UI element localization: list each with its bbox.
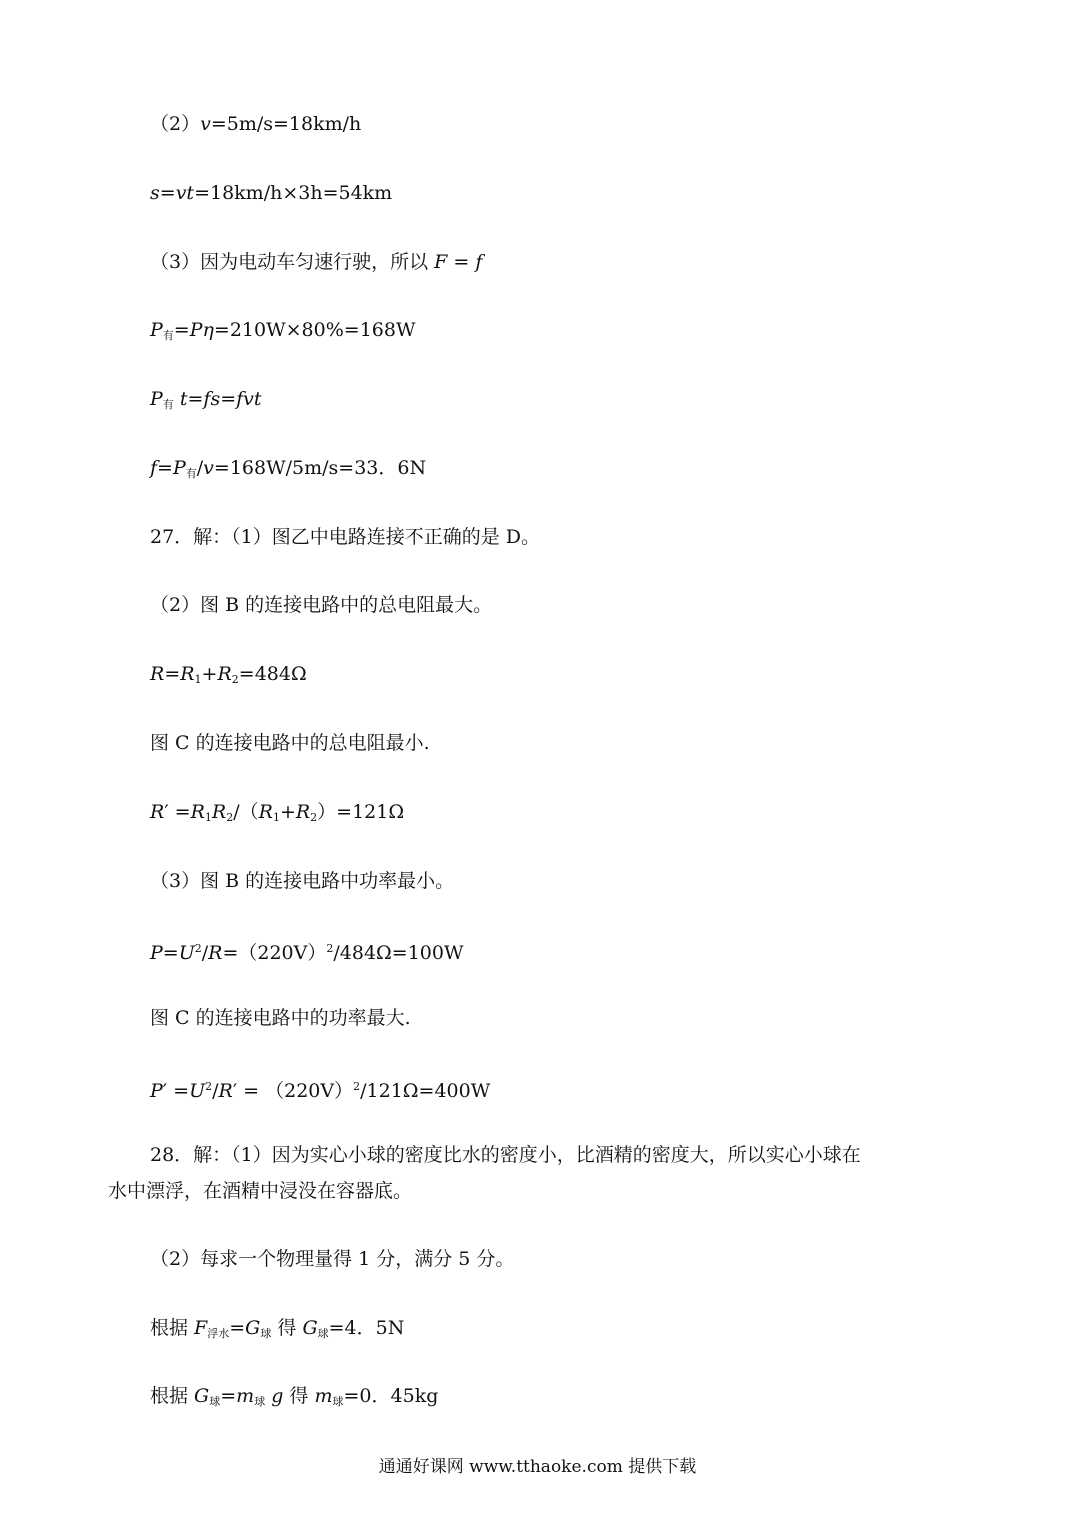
line-q27-2: （2）图 B 的连接电路中的总电阻最大。 <box>150 594 493 616</box>
line-friction: $f=P_有/v=168W/5m/s=33$．6N <box>150 457 427 480</box>
line-q28-1b: 水中漂浮，在酒精中浸没在容器底。 <box>108 1180 413 1202</box>
line-q27-1: 27．解：（1）图乙中电路连接不正确的是 D。 <box>150 526 541 548</box>
line-useful-power: $P_有=P\eta=210W\times 80\%=168W$ <box>150 319 416 342</box>
line-uniform-motion: （3）因为电动车匀速行驶，所以 F = f <box>150 251 483 273</box>
line-distance: s=vt=18km/h×3h=54km <box>150 182 393 204</box>
line-min-resistance: 图 C 的连接电路中的总电阻最小. <box>150 732 430 754</box>
line-q27-3: （3）图 B 的连接电路中功率最小。 <box>150 870 455 892</box>
line-buoyancy: 根据 $F_{浮水}=G_球$ 得 $G_球=4$．5N <box>150 1317 405 1340</box>
line-max-power: $P' =U^2/R' = (220V)^2/121\Omega=400W$ <box>150 1080 491 1102</box>
line-q28-2: （2）每求一个物理量得 1 分，满分 5 分。 <box>150 1248 515 1270</box>
line-q28-1a: 28．解：（1）因为实心小球的密度比水的密度小，比酒精的密度大，所以实心小球在 <box>150 1144 861 1166</box>
line-parallel-resistance: $R' =R_1R_2/(R_1+R_2)=121\Omega$ <box>150 801 405 824</box>
line-series-resistance: $R=R_1+R_2=484\Omega$ <box>150 663 307 686</box>
line-velocity: （2）v=5m/s=18km/h <box>150 113 362 135</box>
line-mass: 根据 $G_球=m_球$ g 得 $m_球=0$．45kg <box>150 1385 439 1408</box>
line-work-equation: $P_有$ t=fs=fvt <box>150 388 262 411</box>
line-max-power-text: 图 C 的连接电路中的功率最大. <box>150 1007 411 1029</box>
page-footer: 通通好课网 www.tthaoke.com 提供下载 <box>378 1457 697 1477</box>
line-min-power: $P=U^2/R=(220V)^2/484\Omega=100W$ <box>150 942 464 964</box>
